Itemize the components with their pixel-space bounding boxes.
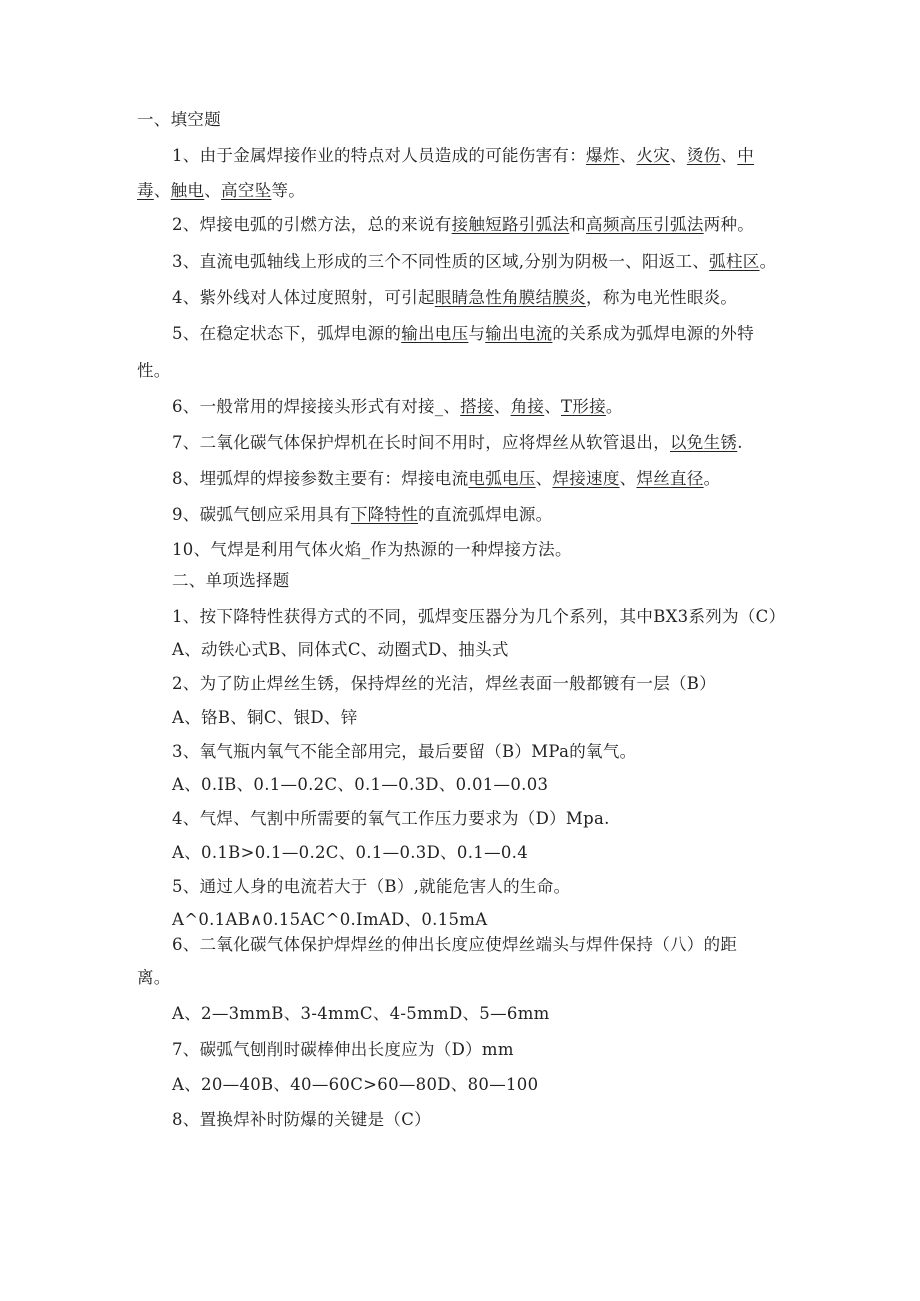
fill-question-2: 2、焊接电弧的引燃方法，总的来说有接触短路引弧法和高频高压引弧法两种。 bbox=[172, 215, 755, 234]
answer-arc-voltage: 电弧电压 bbox=[468, 469, 536, 488]
answer-burn: 烫伤 bbox=[686, 146, 721, 165]
answer-prevent-rust: 以免生锈 bbox=[670, 433, 738, 452]
answer-corner-joint: 角接 bbox=[510, 397, 545, 416]
answer-fall-from-height: 高空坠 bbox=[221, 181, 272, 200]
choice-question-4: 4、气焊、气割中所需要的氧气工作压力要求为（D）Mpa. bbox=[172, 809, 610, 828]
fill-question-1-line1: 1、由于金属焊接作业的特点对人员造成的可能伤害有：爆炸、火灾、烫伤、中 bbox=[172, 146, 755, 165]
answer-arc-column: 弧柱区 bbox=[709, 252, 760, 271]
choice-options-5: A^0.1AB∧0.15AC^0.ImAD、0.15mA bbox=[172, 910, 488, 929]
choice-question-8: 8、置换焊补时防爆的关键是（C） bbox=[172, 1110, 431, 1129]
answer-lap-joint: 搭接 bbox=[460, 397, 494, 416]
answer-output-current: 输出电流 bbox=[485, 324, 553, 343]
fill-question-5-line2: 性。 bbox=[137, 361, 171, 380]
choice-question-2: 2、为了防止焊丝生锈，保持焊丝的光洁，焊丝表面一般都镀有一层（B） bbox=[172, 674, 717, 693]
answer-contact-short-circuit: 接触短路引弧法 bbox=[451, 215, 570, 234]
choice-options-6: A、2—3mmB、3-4mmC、4-5mmD、5—6mm bbox=[172, 1004, 550, 1023]
fill-question-1-line2: 毒、触电、高空坠等。 bbox=[137, 181, 306, 200]
choice-options-4: A、0.1B>0.1—0.2C、0.1—0.3D、0.1—0.4 bbox=[172, 843, 529, 862]
choice-question-5: 5、通过人身的电流若大于（B）,就能危害人的生命。 bbox=[172, 877, 571, 896]
choice-question-1: 1、按下降特性获得方式的不同，弧焊变压器分为几个系列，其中BX3系列为（C） bbox=[172, 607, 786, 626]
choice-options-7: A、20—40B、40—60C>60—80D、80—100 bbox=[172, 1075, 539, 1094]
answer-keratoconjunctivitis: 眼睛急性角膜结膜炎 bbox=[434, 288, 587, 307]
choice-question-7: 7、碳弧气刨削时碳棒伸出长度应为（D）mm bbox=[172, 1040, 514, 1059]
section2-heading: 二、单项选择题 bbox=[172, 571, 290, 590]
choice-question-6-line2: 离。 bbox=[137, 968, 171, 987]
fill-question-6: 6、一般常用的焊接接头形式有对接_、搭接、角接、T形接。 bbox=[172, 397, 623, 416]
choice-question-6-line1: 6、二氧化碳气体保护焊焊丝的伸出长度应使焊丝端头与焊件保持（八）的距 bbox=[172, 935, 738, 954]
fill-question-8: 8、埋弧焊的焊接参数主要有：焊接电流电弧电压、焊接速度、焊丝直径。 bbox=[172, 469, 721, 488]
answer-high-frequency: 高频高压引弧法 bbox=[586, 215, 704, 234]
section1-heading: 一、填空题 bbox=[137, 110, 221, 129]
answer-electric-shock: 触电 bbox=[170, 181, 205, 200]
answer-output-voltage: 输出电压 bbox=[401, 324, 469, 343]
fill-question-10: 10、气焊是利用气体火焰_作为热源的一种焊接方法。 bbox=[172, 540, 572, 559]
answer-t-joint: T形接 bbox=[561, 397, 606, 416]
answer-welding-speed: 焊接速度 bbox=[552, 469, 620, 488]
fill-question-3: 3、直流电弧轴线上形成的三个不同性质的区域,分别为阴极一、阳返工、弧柱区。 bbox=[172, 252, 777, 271]
answer-explosion: 爆炸 bbox=[586, 146, 620, 165]
choice-options-3: A、0.IB、0.1—0.2C、0.1—0.3D、0.01—0.03 bbox=[172, 775, 549, 794]
fill-question-9: 9、碳弧气刨应采用具有下降特性的直流弧焊电源。 bbox=[172, 505, 553, 524]
fill-question-5-line1: 5、在稳定状态下，弧焊电源的输出电压与输出电流的关系成为弧焊电源的外特 bbox=[172, 324, 755, 343]
choice-options-2: A、铬B、铜C、银D、锌 bbox=[172, 708, 358, 727]
choice-options-1: A、动铁心式B、同体式C、动圈式D、抽头式 bbox=[172, 640, 509, 659]
fill-question-4: 4、紫外线对人体过度照射，可引起眼睛急性角膜结膜炎，称为电光性眼炎。 bbox=[172, 288, 738, 307]
answer-wire-diameter: 焊丝直径 bbox=[636, 469, 704, 488]
answer-poisoning-part2: 毒 bbox=[137, 181, 154, 200]
choice-question-3: 3、氧气瓶内氧气不能全部用完，最后要留（B）MPa的氧气。 bbox=[172, 742, 637, 761]
answer-fire: 火灾 bbox=[636, 146, 671, 165]
answer-poisoning-part1: 中 bbox=[737, 146, 755, 165]
fill-question-7: 7、二氧化碳气体保护焊机在长时间不用时，应将焊丝从软管退出，以免生锈. bbox=[172, 433, 743, 452]
answer-drooping-characteristic: 下降特性 bbox=[350, 505, 419, 524]
